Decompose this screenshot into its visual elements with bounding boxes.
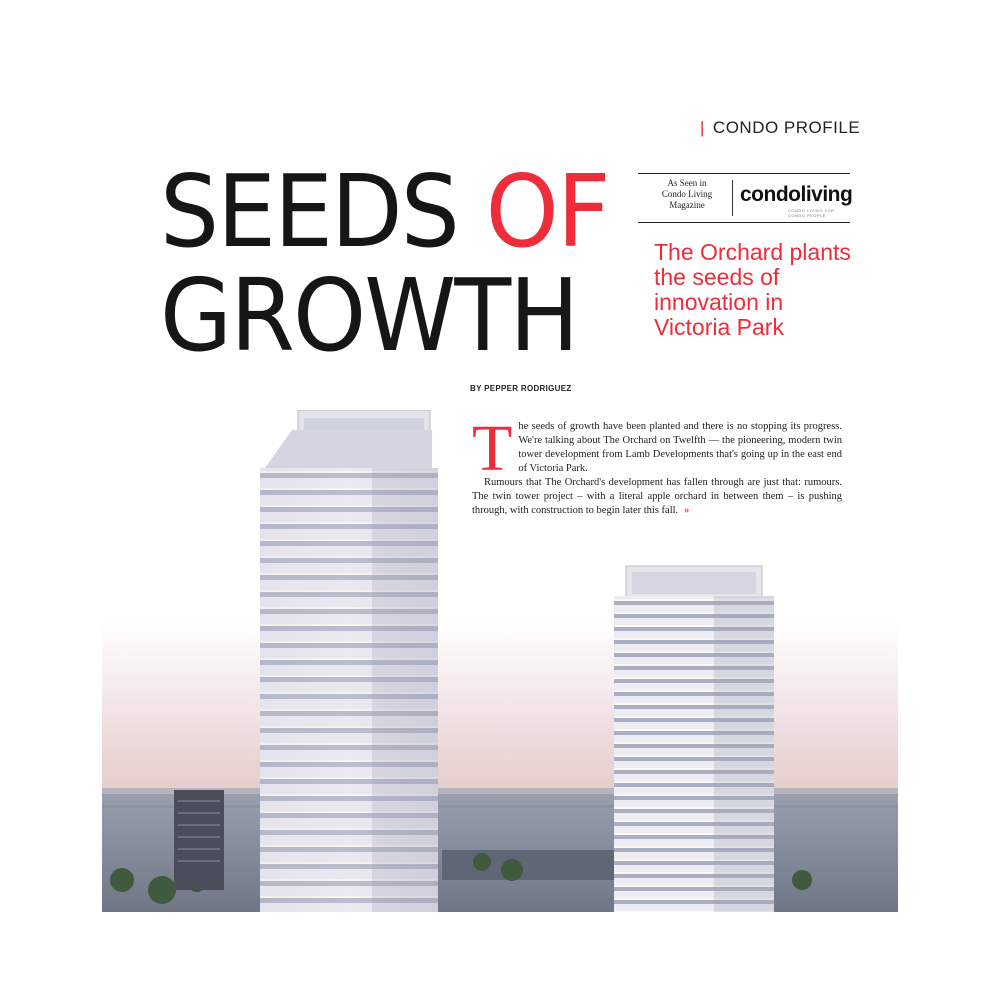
headline — [160, 153, 609, 374]
headline-line-2: GROWTH — [160, 257, 578, 374]
paragraph-1: he seeds of growth have been planted and there is no stopping its progress. We're talking about The Orchard on Twelfth — the pioneering, modern twin tower development from Lamb Developments that's going up in the east end of Victoria Park. — [518, 421, 842, 474]
article-body — [472, 412, 842, 518]
headline-of: OF — [485, 153, 609, 270]
badge-divider — [732, 180, 733, 216]
headline-line-1 — [160, 153, 609, 270]
drop-cap: T — [472, 412, 513, 485]
paragraph-2: Rumours that The Orchard's development has fallen through are just that: rumours. The twin tower project – with a literal apple orchard in between them – is pushing through, with construction to begin later this fall. » — [472, 477, 842, 516]
byline: BY PEPPER RODRIGUEZ — [470, 384, 572, 393]
headline-seeds: SEEDS — [160, 153, 486, 270]
section-divider: | — [700, 118, 705, 137]
section-tag — [700, 118, 860, 138]
tower-right — [614, 566, 774, 912]
tower-left — [260, 410, 438, 912]
as-seen-in-badge — [638, 173, 853, 223]
as-seen-in-text: As Seen in Condo Living Magazine — [661, 178, 713, 210]
continue-arrow-icon: » — [684, 505, 690, 516]
condoliving-logo: condoliving — [740, 183, 853, 206]
section-label: CONDO PROFILE — [712, 118, 861, 137]
condoliving-logo-tagline: CONDO LIVING FOR CONDO PEOPLE — [788, 208, 835, 218]
deck-subtitle: The Orchard plants the seeds of innovation in Victoria Park — [654, 239, 851, 340]
